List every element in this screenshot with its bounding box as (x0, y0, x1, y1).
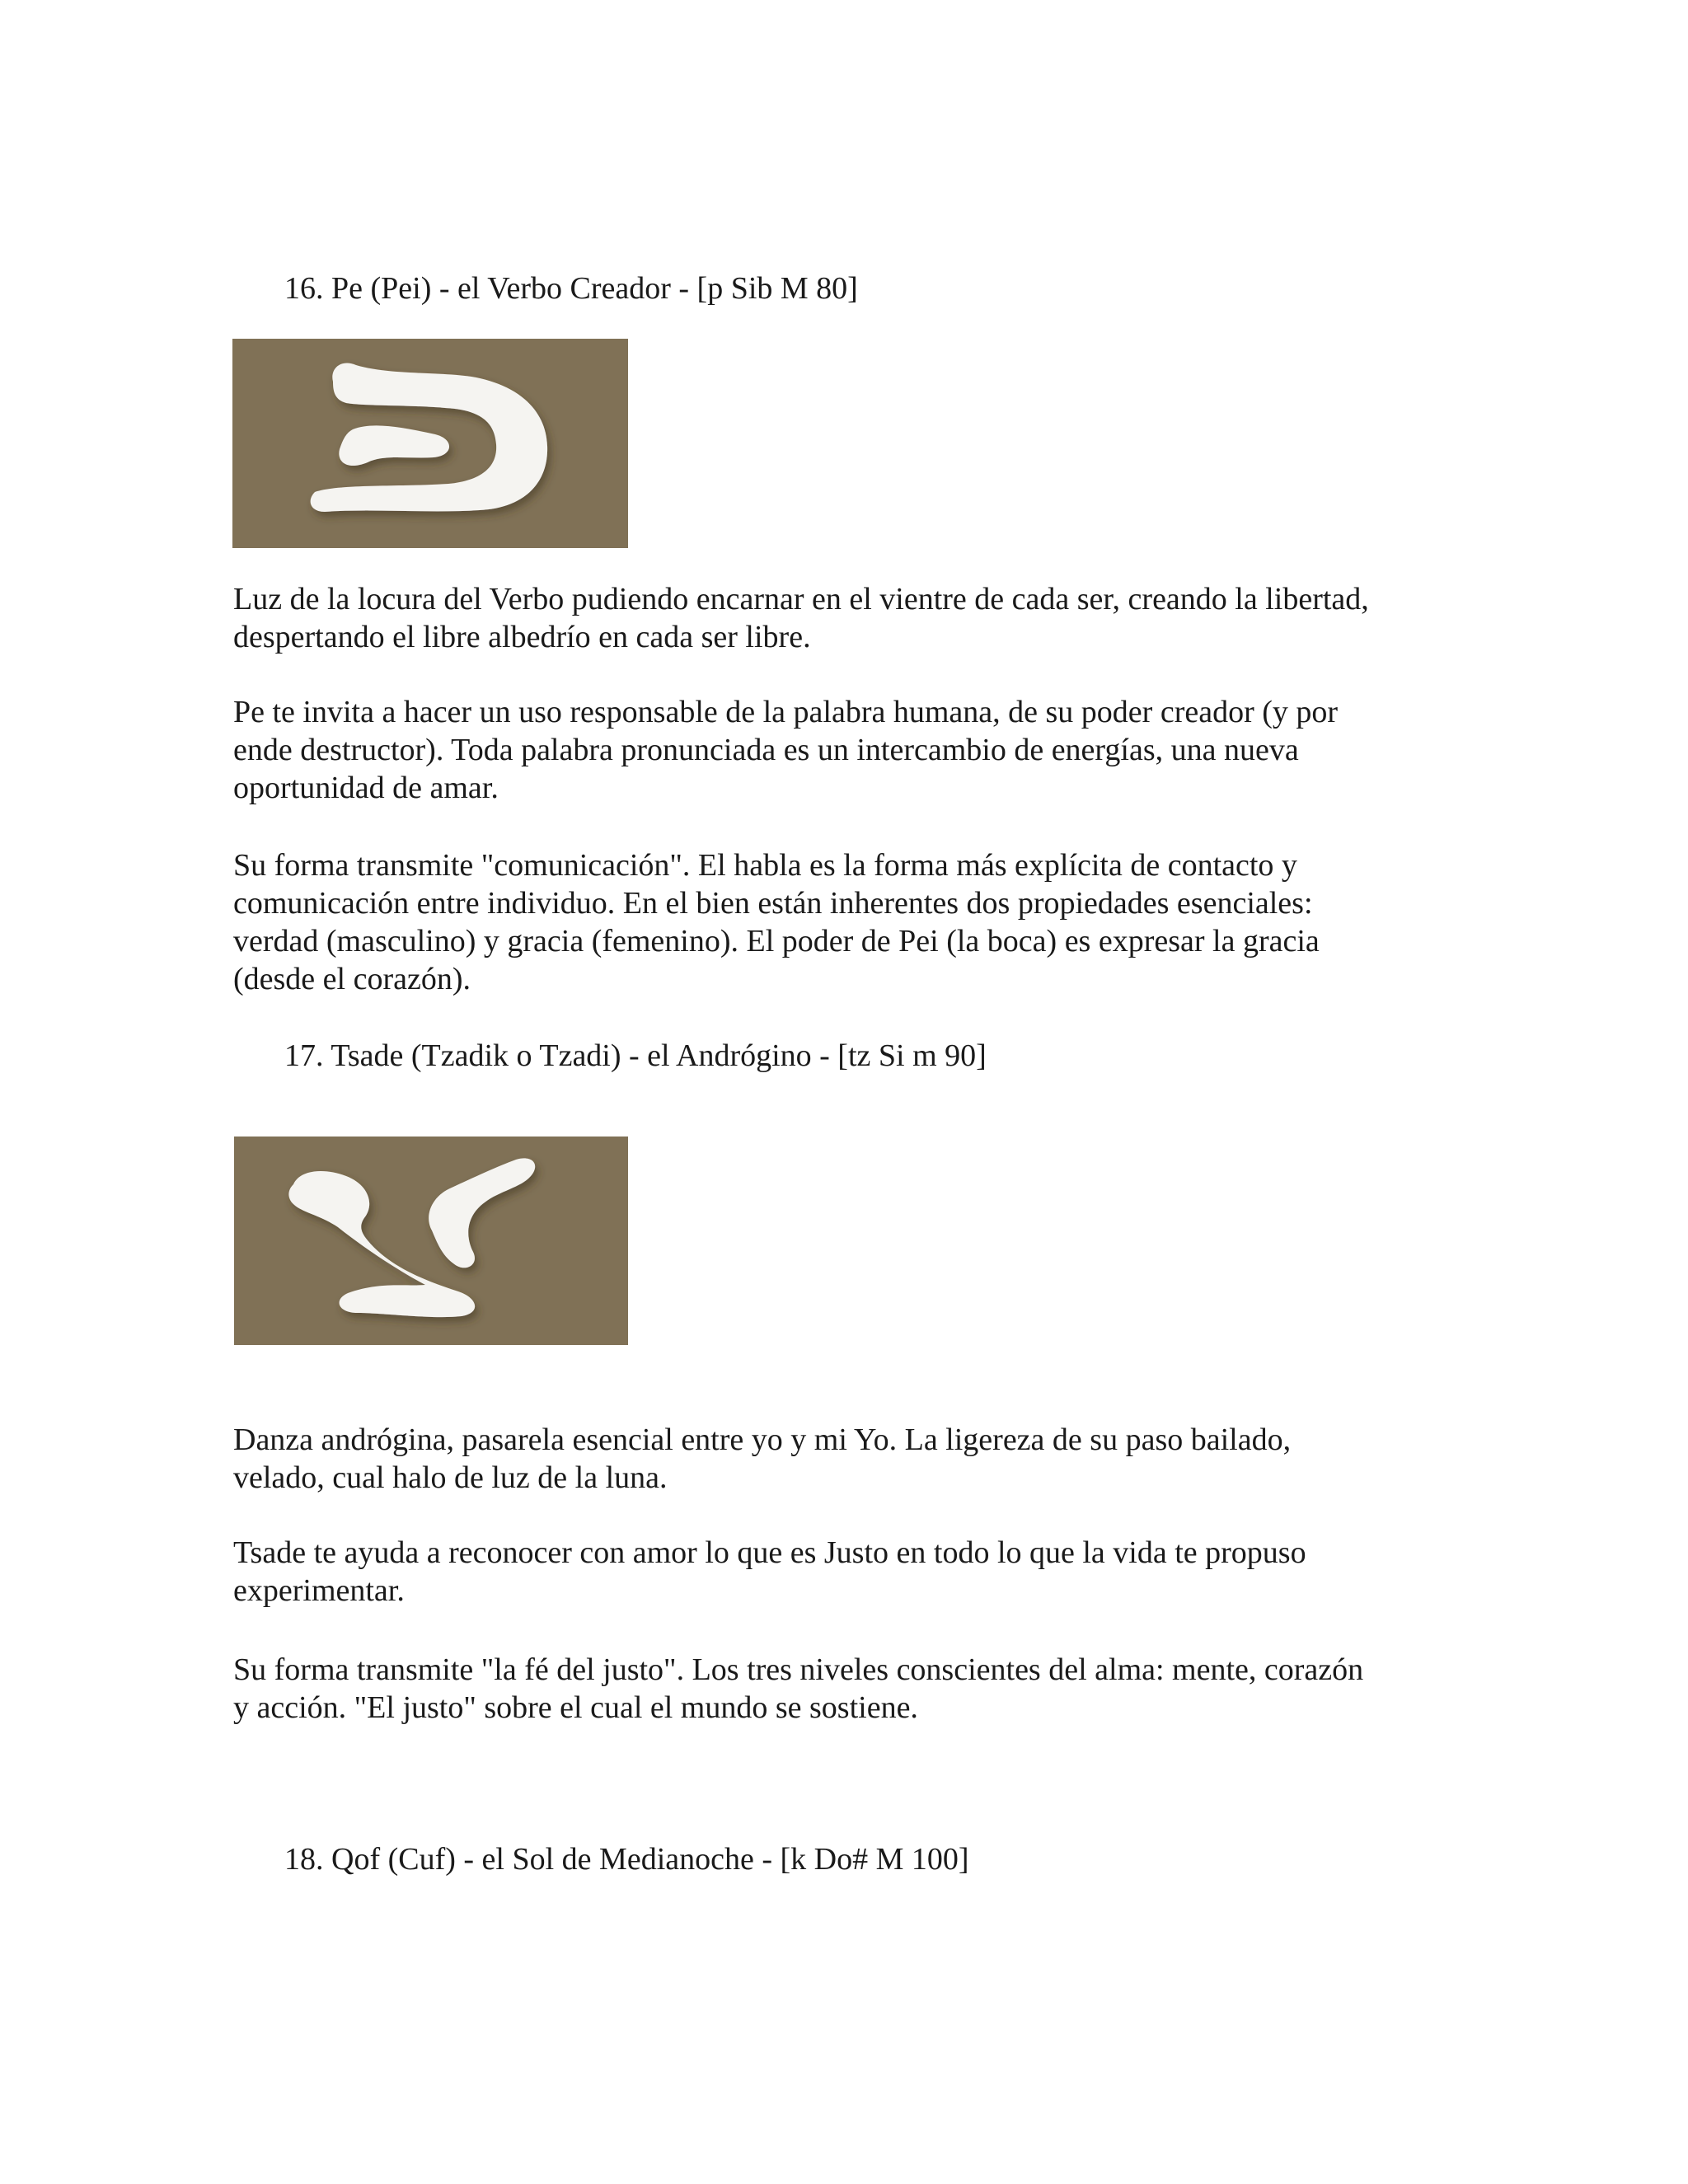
section-heading-tsade: 17. Tsade (Tzadik o Tzadi) - el Andrógino - [tz Si m 90] (284, 1038, 987, 1073)
paragraph: Luz de la locura del Verbo pudiendo encarnar en el vientre de cada ser, creando la libertad, despertando el libre albedrío en cada ser libre. (233, 582, 1369, 654)
section-heading-pe: 16. Pe (Pei) - el Verbo Creador - [p Sib M 80] (284, 271, 858, 306)
paragraph: Tsade te ayuda a reconocer con amor lo que es Justo en todo lo que la vida te propuso experimentar. (233, 1535, 1306, 1608)
paragraph: Su forma transmite "comunicación". El habla es la forma más explícita de contacto y comunicación entre individuo. En el bien están inherentes dos propiedades esenciales: verdad (masculino) y gracia (femenino). El poder de Pei (la boca) es expresar la gracia (desde el corazón). (233, 848, 1320, 996)
paragraph: Pe te invita a hacer un uso responsable de la palabra humana, de su poder creador (y por ende destructor). Toda palabra pronunciada es un intercambio de energías, una nueva oportunidad de amar. (233, 695, 1339, 805)
section-heading-qof: 18. Qof (Cuf) - el Sol de Medianoche - [k Do# M 100] (284, 1842, 969, 1877)
hebrew-letter-pe-icon (232, 339, 628, 548)
paragraph: Su forma transmite "la fé del justo". Los tres niveles conscientes del alma: mente, corazón y acción. "El justo" sobre el cual el mundo se sostiene. (233, 1652, 1364, 1725)
hebrew-letter-tsade-icon (234, 1137, 628, 1345)
paragraph: Danza andrógina, pasarela esencial entre yo y mi Yo. La ligereza de su paso bailado, velado, cual halo de luz de la luna. (233, 1422, 1292, 1495)
